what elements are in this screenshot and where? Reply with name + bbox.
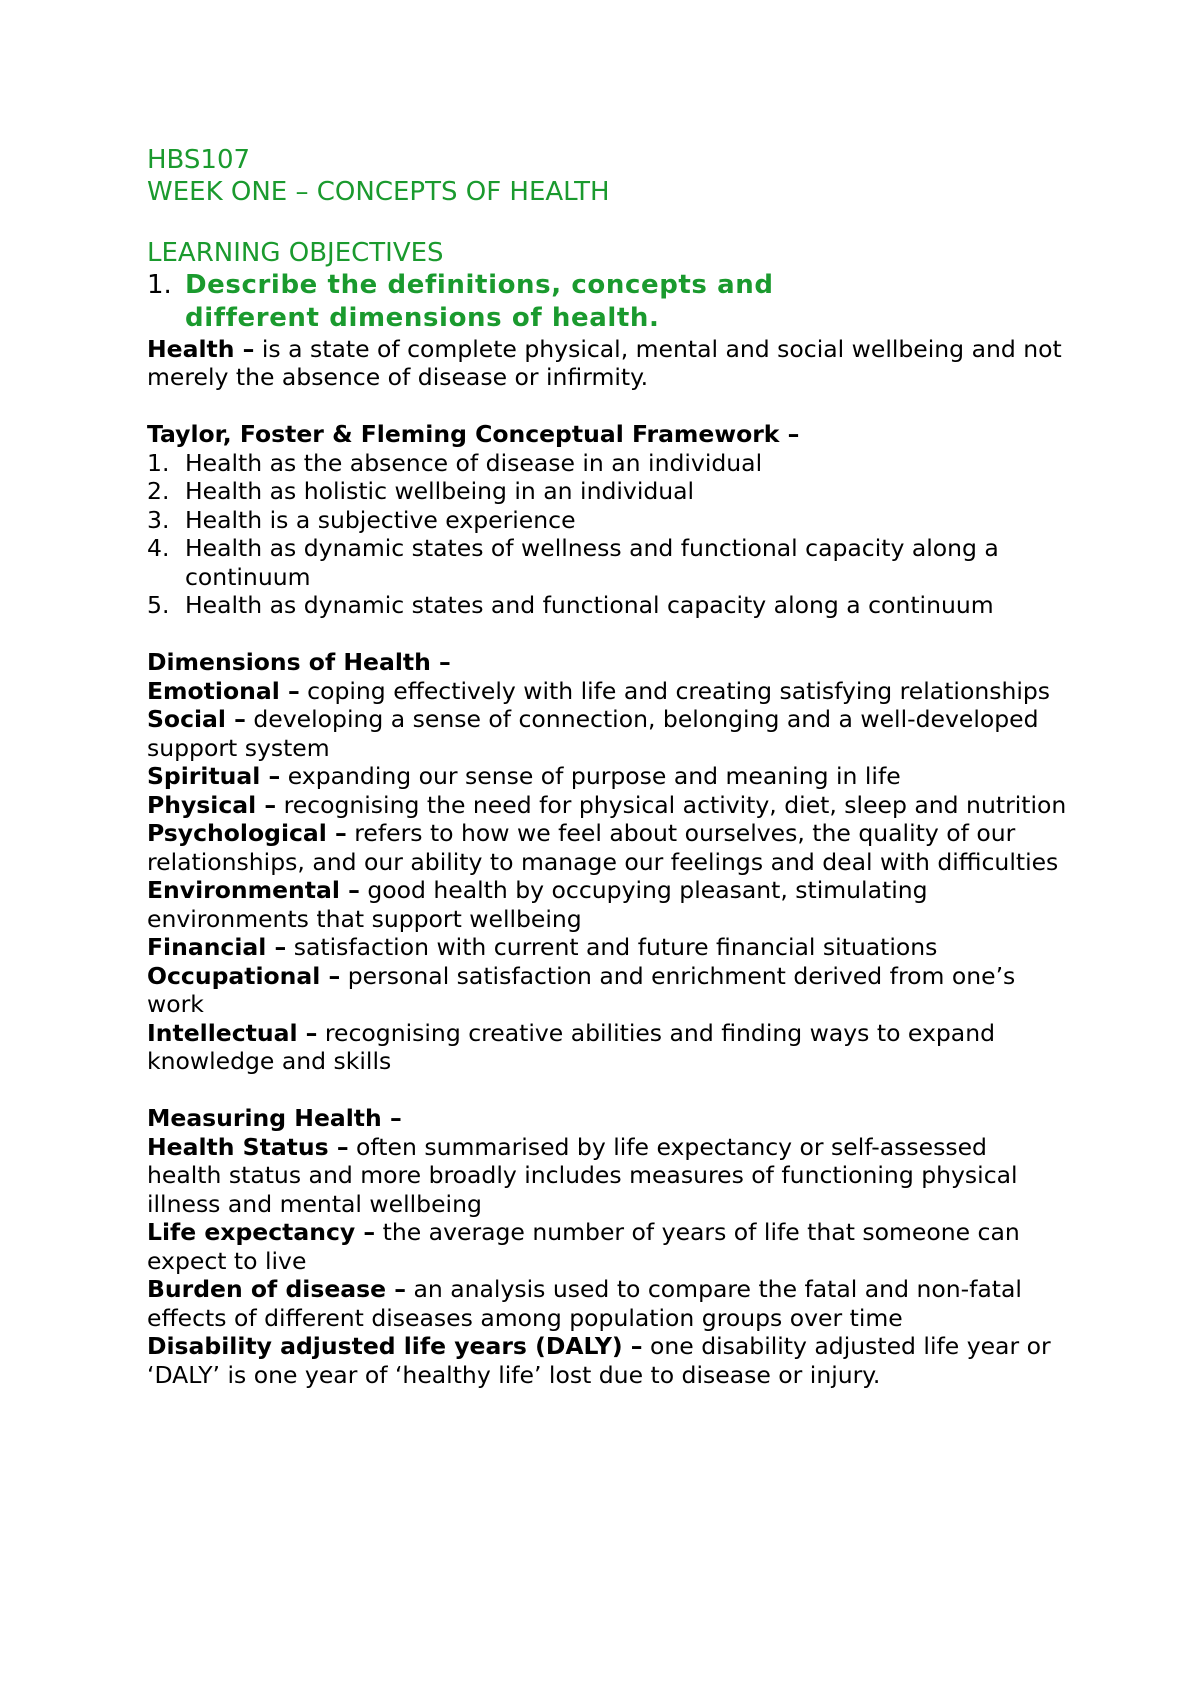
framework-heading: Taylor, Foster & Fleming Conceptual Framework –: [147, 420, 800, 448]
definition-text: is a state of complete physical, mental and social wellbeing and not merely the absence of disease or infirmity.: [147, 334, 1062, 391]
measure-life-expectancy: Life expectancy – the average number of years of life that someone can expect to live: [147, 1218, 1020, 1275]
health-definition: [147, 335, 1067, 392]
week-title: WEEK ONE – CONCEPTS OF HEALTH: [147, 177, 610, 207]
dimension-environmental: Environmental – good health by occupying pleasant, stimulating environments that support wellbeing: [147, 876, 928, 933]
objective-line-1: Describe the definitions, concepts and: [185, 269, 774, 300]
dimension-social: Social – developing a sense of connection, belonging and a well-developed support system: [147, 705, 1039, 762]
dimension-spiritual: Spiritual – expanding our sense of purpose and meaning in life: [147, 762, 901, 790]
course-code: HBS107: [147, 145, 251, 175]
definition-term: Health –: [147, 334, 255, 363]
dimension-psychological: Psychological – refers to how we feel about ourselves, the quality of our relationships, and our ability to manage our feelings and deal with difficulties: [147, 819, 1059, 876]
dimension-emotional: Emotional – coping effectively with life and creating satisfying relationships: [147, 676, 1051, 705]
objectives-heading: LEARNING OBJECTIVES: [147, 237, 444, 268]
dimension-physical: Physical – recognising the need for physical activity, diet, sleep and nutrition: [147, 790, 1067, 819]
objective-line-2: different dimensions of health.: [185, 302, 660, 333]
objective-item-1: [147, 269, 1067, 335]
objective-number: 1.: [147, 269, 172, 300]
dimension-occupational: Occupational – personal satisfaction and enrichment derived from one’s work: [147, 961, 1016, 1018]
document-content: [147, 144, 1067, 1389]
list-item: 2. Health as holistic wellbeing in an individual: [147, 477, 695, 505]
framework-list: [147, 449, 1067, 620]
measure-burden-of-disease: Burden of disease – an analysis used to compare the fatal and non-fatal effects of different diseases among population groups over time: [147, 1275, 1022, 1332]
list-item: 3. Health is a subjective experience: [147, 505, 576, 534]
dimensions-heading: Dimensions of Health –: [147, 648, 451, 676]
list-item: 4. Health as dynamic states of wellness and functional capacity along a continuum: [147, 534, 999, 591]
list-item: 5. Health as dynamic states and functional capacity along a continuum: [147, 591, 994, 619]
dimension-intellectual: Intellectual – recognising creative abilities and finding ways to expand knowledge and skills: [147, 1018, 996, 1075]
measure-health-status: Health Status – often summarised by life expectancy or self-assessed health status and more broadly includes measures of functioning physical illness and mental wellbeing: [147, 1132, 1018, 1218]
measuring-heading: Measuring Health –: [147, 1104, 402, 1132]
measure-daly: Disability adjusted life years (DALY) – one disability adjusted life year or ‘DALY’ is one year of ‘healthy life’ lost due to disease or injury.: [147, 1332, 1051, 1389]
list-item: 1. Health as the absence of disease in an individual: [147, 448, 763, 477]
dimension-financial: Financial – satisfaction with current and future financial situations: [147, 933, 938, 961]
